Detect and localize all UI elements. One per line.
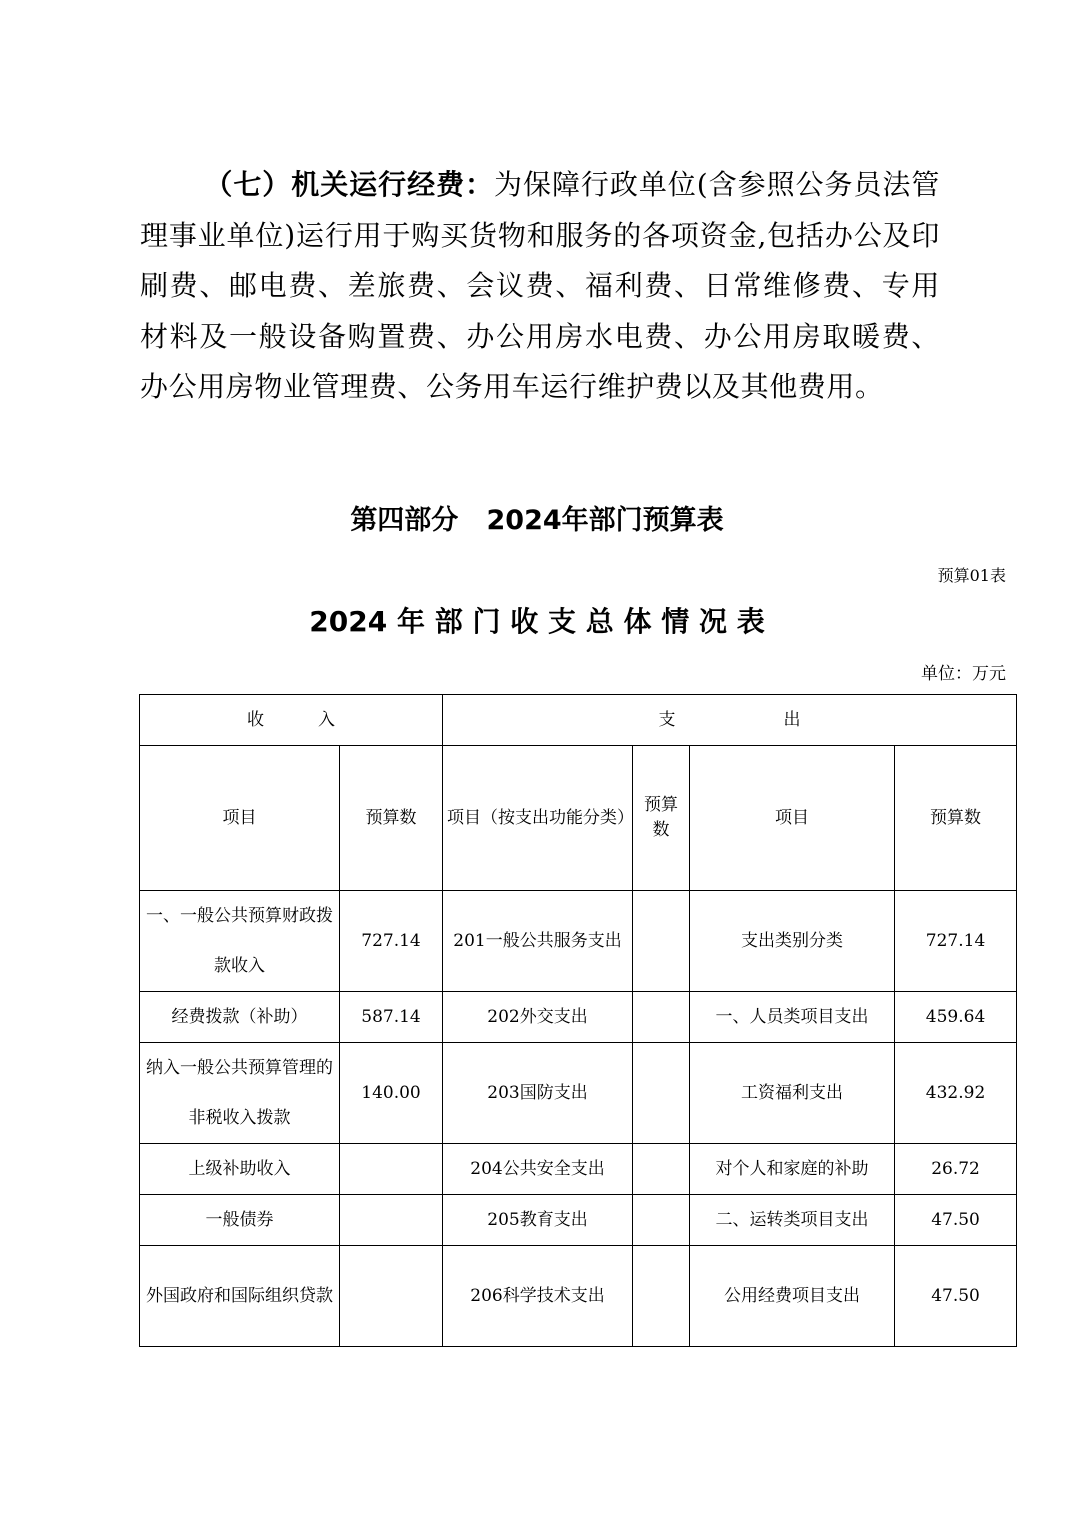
income-amount: 727.14 — [340, 891, 443, 992]
economic-amount: 26.72 — [895, 1144, 1017, 1195]
economic-amount: 47.50 — [895, 1195, 1017, 1246]
income-item: 经费拨款（补助） — [140, 992, 340, 1043]
income-amount: 587.14 — [340, 992, 443, 1043]
income-item: 外国政府和国际组织贷款 — [140, 1246, 340, 1347]
function-item: 205教育支出 — [443, 1195, 633, 1246]
function-item: 203国防支出 — [443, 1043, 633, 1144]
function-item: 206科学技术支出 — [443, 1246, 633, 1347]
table-row — [140, 1144, 1017, 1195]
section-title: 第四部分 2024年部门预算表 — [350, 505, 724, 536]
function-amount — [633, 992, 690, 1043]
function-item: 204公共安全支出 — [443, 1144, 633, 1195]
economic-amount: 727.14 — [895, 891, 1017, 992]
function-amount — [633, 891, 690, 992]
unit-label: 单位：万元 — [921, 664, 1006, 684]
table-row — [140, 1246, 1017, 1347]
economic-item: 一、人员类项目支出 — [690, 992, 895, 1043]
income-group-header: 收 入 — [140, 695, 443, 746]
budget-table — [139, 694, 1017, 1347]
function-amount — [633, 1144, 690, 1195]
income-amount-header: 预算数 — [340, 746, 443, 891]
income-item: 一、一般公共预算财政拨款收入 — [140, 891, 340, 992]
income-amount: 140.00 — [340, 1043, 443, 1144]
income-amount — [340, 1144, 443, 1195]
table-title: 2024 年 部 门 收 支 总 体 情 况 表 — [309, 605, 765, 638]
function-amount-header: 预算数 — [633, 746, 690, 891]
expense-group-header: 支 出 — [443, 695, 1017, 746]
table-row — [140, 1043, 1017, 1144]
table-row — [140, 1195, 1017, 1246]
economic-item: 公用经费项目支出 — [690, 1246, 895, 1347]
economic-item-header: 项目 — [690, 746, 895, 891]
table-row — [140, 992, 1017, 1043]
economic-item: 支出类别分类 — [690, 891, 895, 992]
function-amount — [633, 1195, 690, 1246]
table-number: 预算01表 — [937, 566, 1006, 585]
economic-item: 对个人和家庭的补助 — [690, 1144, 895, 1195]
paragraph-operating-funds — [140, 160, 940, 413]
function-amount — [633, 1246, 690, 1347]
income-item-header: 项目 — [140, 746, 340, 891]
income-amount — [340, 1195, 443, 1246]
economic-amount-header: 预算数 — [895, 746, 1017, 891]
economic-item: 工资福利支出 — [690, 1043, 895, 1144]
table-column-header-row — [140, 746, 1017, 891]
table-row — [140, 891, 1017, 992]
table-group-header-row — [140, 695, 1017, 746]
economic-amount: 47.50 — [895, 1246, 1017, 1347]
income-item: 纳入一般公共预算管理的非税收入拨款 — [140, 1043, 340, 1144]
function-amount — [633, 1043, 690, 1144]
income-amount — [340, 1246, 443, 1347]
function-item: 201一般公共服务支出 — [443, 891, 633, 992]
paragraph-body: 为保障行政单位(含参照公务员法管理事业单位)运行用于购买货物和服务的各项资金,包括办公及印刷费、邮电费、差旅费、会议费、福利费、日常维修费、专用材料及一般设备购置费、办公用房水电费、办公用房取暖费、办公用房物业管理费、公务用车运行维护费以及其他费用。 — [140, 168, 940, 403]
economic-amount: 459.64 — [895, 992, 1017, 1043]
income-item: 上级补助收入 — [140, 1144, 340, 1195]
function-item-header: 项目（按支出功能分类） — [443, 746, 633, 891]
function-item: 202外交支出 — [443, 992, 633, 1043]
paragraph-lead: （七）机关运行经费： — [204, 168, 495, 201]
income-item: 一般债券 — [140, 1195, 340, 1246]
economic-amount: 432.92 — [895, 1043, 1017, 1144]
economic-item: 二、运转类项目支出 — [690, 1195, 895, 1246]
